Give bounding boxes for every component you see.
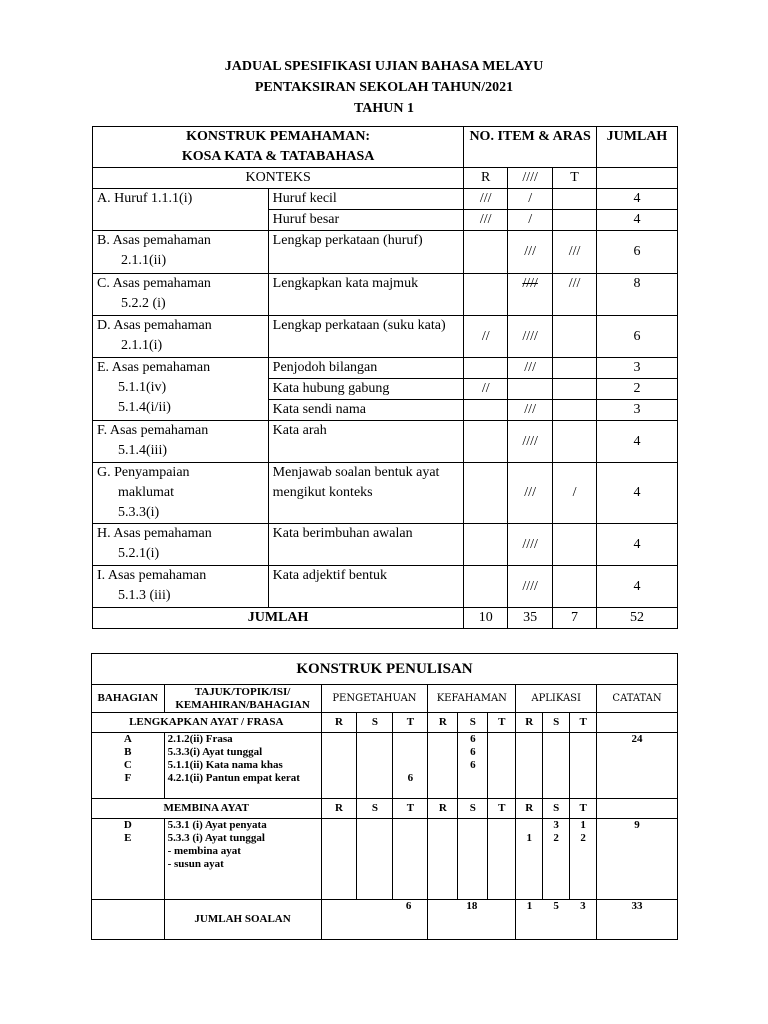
total-t: 7 bbox=[553, 608, 597, 629]
section-membina: MEMBINA AYAT bbox=[92, 799, 322, 819]
section1-items: 2.1.2(ii) Frasa 5.3.3(i) Ayat tunggal 5.1.1(ii) Kata nama khas 4.2.1(ii) Pantun empat kerat bbox=[164, 733, 321, 799]
table-title: KONSTRUK PENULISAN bbox=[92, 654, 678, 685]
table-row: Huruf besar /// / 4 bbox=[93, 210, 678, 231]
header-bahagian: BAHAGIAN bbox=[92, 685, 165, 713]
section-header-row: LENGKAPKAN AYAT / FRASA R S T R S T R S T bbox=[92, 713, 678, 733]
row-b-konstruk: B. Asas pemahaman 2.1.1(ii) bbox=[93, 231, 269, 274]
header-konteks: KONTEKS bbox=[93, 168, 464, 189]
table-row: Kata sendi nama /// 3 bbox=[93, 400, 678, 421]
row-g-konstruk: G. Penyampaian maklumat 5.3.3(i) bbox=[93, 463, 269, 524]
table-row: I. Asas pemahaman 5.1.3 (iii) Kata adjektif bentuk //// 4 bbox=[93, 566, 678, 608]
header-t: T bbox=[553, 168, 597, 189]
header-tajuk: TAJUK/TOPIK/ISI/ KEMAHIRAN/BAHAGIAN bbox=[164, 685, 321, 713]
total-aplikasi-r: 1 bbox=[516, 900, 543, 940]
table-row: H. Asas pemahaman 5.2.1(i) Kata berimbuhan awalan //// 4 bbox=[93, 524, 678, 566]
row-a-konstruk: A. Huruf 1.1.1(i) bbox=[93, 189, 269, 231]
row-c-konstruk: C. Asas pemahaman 5.2.2 (i) bbox=[93, 274, 269, 316]
table-row: D E 5.3.1 (i) Ayat penyata 5.3.3 (i) Ayat tunggal - membina ayat - susun ayat 1 3 2 1 2 9 bbox=[92, 819, 678, 900]
table-row: F. Asas pemahaman 5.1.4(iii) Kata arah //// 4 bbox=[93, 421, 678, 463]
row-h-konstruk: H. Asas pemahaman 5.2.1(i) bbox=[93, 524, 269, 566]
table-row: A B C F 2.1.2(ii) Frasa 5.3.3(i) Ayat tunggal 5.1.1(ii) Kata nama khas 4.2.1(ii) Pantun empat kerat 6 6 6 6 24 bbox=[92, 733, 678, 799]
header-r: R bbox=[464, 168, 508, 189]
section1-bahagian: A B C F bbox=[92, 733, 165, 799]
header-pengetahuan: PENGETAHUAN bbox=[321, 685, 428, 713]
total-r: 10 bbox=[464, 608, 508, 629]
table-row: B. Asas pemahaman 2.1.1(ii) Lengkap perkataan (huruf) /// /// 6 bbox=[93, 231, 678, 274]
title-line-1: JADUAL SPESIFIKASI UJIAN BAHASA MELAYU bbox=[224, 59, 544, 74]
header-no-item: NO. ITEM & ARAS bbox=[464, 127, 597, 168]
row-f-konstruk: F. Asas pemahaman 5.1.4(iii) bbox=[93, 421, 269, 463]
table-subheader-row bbox=[93, 168, 678, 189]
title-line-3: TAHUN 1 bbox=[353, 101, 415, 116]
row-d-konstruk: D. Asas pemahaman 2.1.1(i) bbox=[93, 316, 269, 358]
total-label: JUMLAH SOALAN bbox=[164, 900, 321, 940]
document-title bbox=[0, 56, 768, 119]
section2-bahagian: D E bbox=[92, 819, 165, 900]
section2-items: 5.3.1 (i) Ayat penyata 5.3.3 (i) Ayat tunggal - membina ayat - susun ayat bbox=[164, 819, 321, 900]
total-jumlah: 52 bbox=[597, 608, 678, 629]
header-aplikasi: APLIKASI bbox=[516, 685, 597, 713]
section-header-row: MEMBINA AYAT R S T R S T R S T bbox=[92, 799, 678, 819]
title-line-2: PENTAKSIRAN SEKOLAH TAHUN/2021 bbox=[254, 80, 514, 95]
table-header-row bbox=[92, 685, 678, 713]
header-catatan: CATATAN bbox=[597, 685, 678, 713]
table-row: D. Asas pemahaman 2.1.1(i) Lengkap perkataan (suku kata) // //// 6 bbox=[93, 316, 678, 358]
table-row: C. Asas pemahaman 5.2.2 (i) Lengkapkan kata majmuk //// /// 8 bbox=[93, 274, 678, 316]
total-row bbox=[92, 900, 678, 940]
table-row: Kata hubung gabung // 2 bbox=[93, 379, 678, 400]
total-aplikasi-t: 3 bbox=[570, 900, 597, 940]
writing-spec-table bbox=[91, 653, 678, 940]
total-s: 35 bbox=[508, 608, 553, 629]
table-row: A. Huruf 1.1.1(i) Huruf kecil /// / 4 bbox=[93, 189, 678, 210]
total-label: JUMLAH bbox=[93, 608, 464, 629]
total-aplikasi-s: 5 bbox=[543, 900, 570, 940]
header-s: //// bbox=[508, 168, 553, 189]
table-title-row bbox=[92, 654, 678, 685]
row-e-konstruk: E. Asas pemahaman 5.1.1(iv) 5.1.4(i/ii) bbox=[93, 358, 269, 421]
header-jumlah: JUMLAH bbox=[597, 127, 678, 168]
total-row bbox=[93, 608, 678, 629]
table-header-row bbox=[93, 127, 678, 168]
header-konstruk: KONSTRUK PEMAHAMAN: KOSA KATA & TATABAHASA bbox=[93, 127, 464, 168]
table-row: E. Asas pemahaman 5.1.1(iv) 5.1.4(i/ii) Penjodoh bilangan /// 3 bbox=[93, 358, 678, 379]
row-i-konstruk: I. Asas pemahaman 5.1.3 (iii) bbox=[93, 566, 269, 608]
section-lengkapkan: LENGKAPKAN AYAT / FRASA bbox=[92, 713, 322, 733]
total-catatan: 33 bbox=[597, 900, 678, 940]
comprehension-spec-table bbox=[92, 126, 678, 629]
table-row: G. Penyampaian maklumat 5.3.3(i) Menjawab soalan bentuk ayat mengikut konteks /// / 4 bbox=[93, 463, 678, 524]
total-pengetahuan: 6 bbox=[321, 900, 428, 940]
header-kefahaman: KEFAHAMAN bbox=[428, 685, 516, 713]
total-kefahaman: 18 bbox=[428, 900, 516, 940]
